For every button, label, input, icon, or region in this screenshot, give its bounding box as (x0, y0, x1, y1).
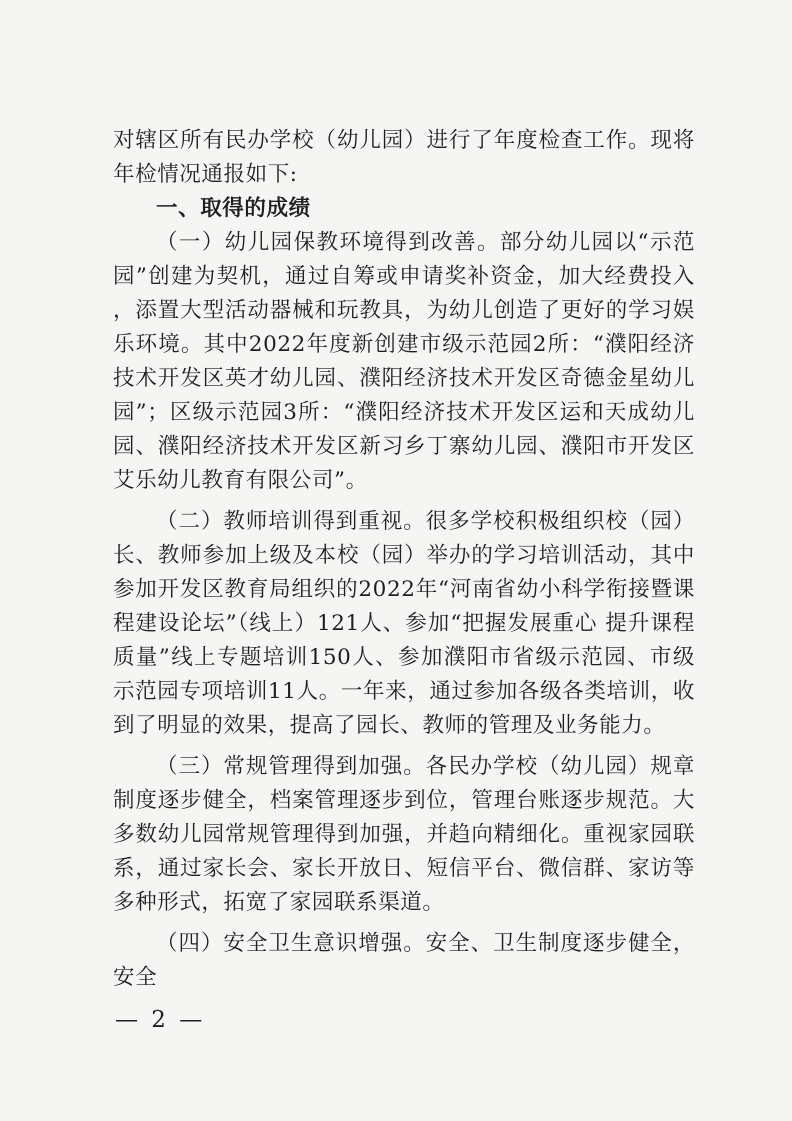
intro-paragraph: 对辖区所有民办学校（幼儿园）进行了年度检查工作。现将年检情况通报如下: (113, 128, 695, 187)
paragraph-teacher-training: （二）教师培训得到重视。很多学校积极组织校（园）长、教师参加上级及本校（园）举办的学习培训活动，其中参加开发区教育局组织的2022年“河南省幼小科学衔接暨课程建设论坛”（线上）121人、参加“把握发展重心 提升课程质量”线上专题培训150人、参加濮阳市省级示范园、市级示范园专项培训11人。一年来，通过参加各级各类培训，收到了明显的效果，提高了园长、教师的管理及业务能力。 (113, 509, 695, 738)
page-number: — 2 — (115, 1007, 206, 1033)
section-heading-achievements: 一、取得的成绩 (156, 196, 311, 221)
document-body (113, 124, 695, 995)
paragraph-environment: （一）幼儿园保教环境得到改善。部分幼儿园以“示范园”创建为契机，通过自筹或申请奖补资金，加大经费投入，添置大型活动器械和玩教具，为幼儿创造了更好的学习娱乐环境。其中2022年度新创建市级示范园2所：“濮阳经济技术开发区英才幼儿园、濮阳经济技术开发区奇德金星幼儿园”；区级示范园3所：“濮阳经济技术开发区运和天成幼儿园、濮阳经济技术开发区新习乡丁寨幼儿园、濮阳市开发区艾乐幼儿教育有限公司”。 (113, 230, 695, 493)
paragraph-routine-management: （三）常规管理得到加强。各民办学校（幼儿园）规章制度逐步健全，档案管理逐步到位，管理台账逐步规范。大多数幼儿园常规管理得到加强，并趋向精细化。重视家园联系，通过家长会、家长开放日、短信平台、微信群、家访等多种形式，拓宽了家园联系渠道。 (113, 754, 695, 915)
paragraph-safety-hygiene: （四）安全卫生意识增强。安全、卫生制度逐步健全，安全 (113, 931, 695, 990)
